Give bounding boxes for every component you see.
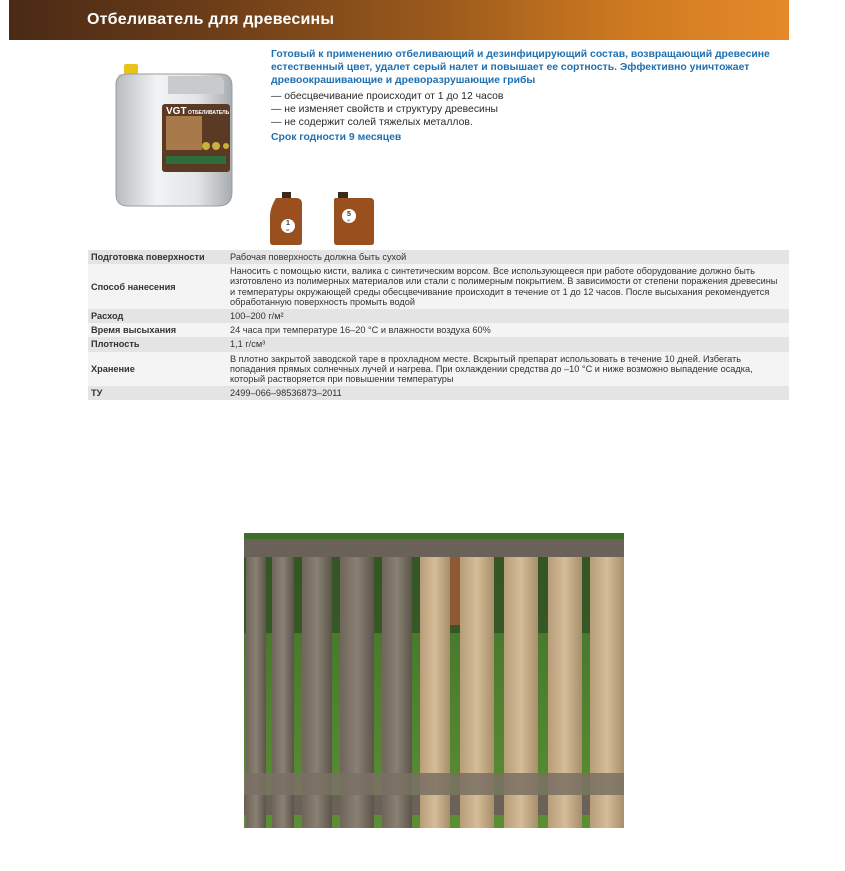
fence-photo [244,533,624,828]
table-row [88,337,789,351]
feature-item: — не содержит солей тяжелых металлов. [271,117,473,128]
table-row [88,264,789,309]
feature-item: — не изменяет свойств и структуру древесины [271,104,499,115]
feature-list [271,90,791,129]
header-bar [9,0,789,40]
lead-paragraph: Готовый к применению отбеливающий и дезинфицирующий состав, возвращающий древесине естественный цвет, удалет серый налет и повышает ее сортность. Эффективно уничтожает древоокрашивающие и древоразрушающие грибы [271,49,770,86]
package-size: 5 [347,211,351,218]
package-unit: кг [286,227,290,232]
spec-label: ТУ [88,386,227,400]
table-row [88,309,789,323]
spec-value: 2499–066–98536873–2011 [227,386,789,400]
spec-value: Рабочая поверхность должна быть сухой [227,250,789,264]
spec-value: 24 часа при температуре 16–20 °С и влажности воздуха 60% [227,323,789,337]
spec-label: Способ нанесения [88,264,227,309]
specifications-table [88,250,789,400]
table-row [88,250,789,264]
package-size: 1 [286,220,290,227]
package-5kg-icon [332,192,376,246]
shelf-life: Срок годности 9 месяцев [271,132,402,143]
canister-label: ОТБЕЛИВАТЕЛЬ [188,110,230,116]
table-row [88,386,789,400]
spec-value: 1,1 г/см³ [227,337,789,351]
spec-value: Наносить с помощью кисти, валика с синтетическим ворсом. Все использующееся при работе оборудование должно быть изготовлено из полимерных материалов или стали с полимерным покрытием. В зависимости от степени поражения древесины и температуры окружающей среды обесцвечивание происходит в течение от 1 до 12 часов. После высыхания рекомендуется обработанную поверхность промыть водой [227,264,789,309]
spec-value: В плотно закрытой заводской таре в прохладном месте. Вскрытый препарат использовать в течение 10 дней. Избегать попадания прямых солнечных лучей и нагрева. При охлаждении средства до –10 °С и ниже возможно выпадение осадка, который растворяется при повышении температуры [227,352,789,387]
page-title: Отбеливатель для древесины [87,11,335,28]
product-canister-image [108,60,240,210]
brand-logo: VGT [166,106,187,117]
table-row [88,352,789,387]
feature-item: — обесцвечивание происходит от 1 до 12 часов [271,91,504,102]
spec-label: Подготовка поверхности [88,250,227,264]
spec-label: Время высыхания [88,323,227,337]
spec-label: Плотность [88,337,227,351]
package-unit: кг [347,217,351,223]
product-description [271,48,791,144]
table-row [88,323,789,337]
spec-label: Расход [88,309,227,323]
spec-label: Хранение [88,352,227,387]
spec-value: 100–200 г/м² [227,309,789,323]
package-1kg-icon [268,192,304,246]
